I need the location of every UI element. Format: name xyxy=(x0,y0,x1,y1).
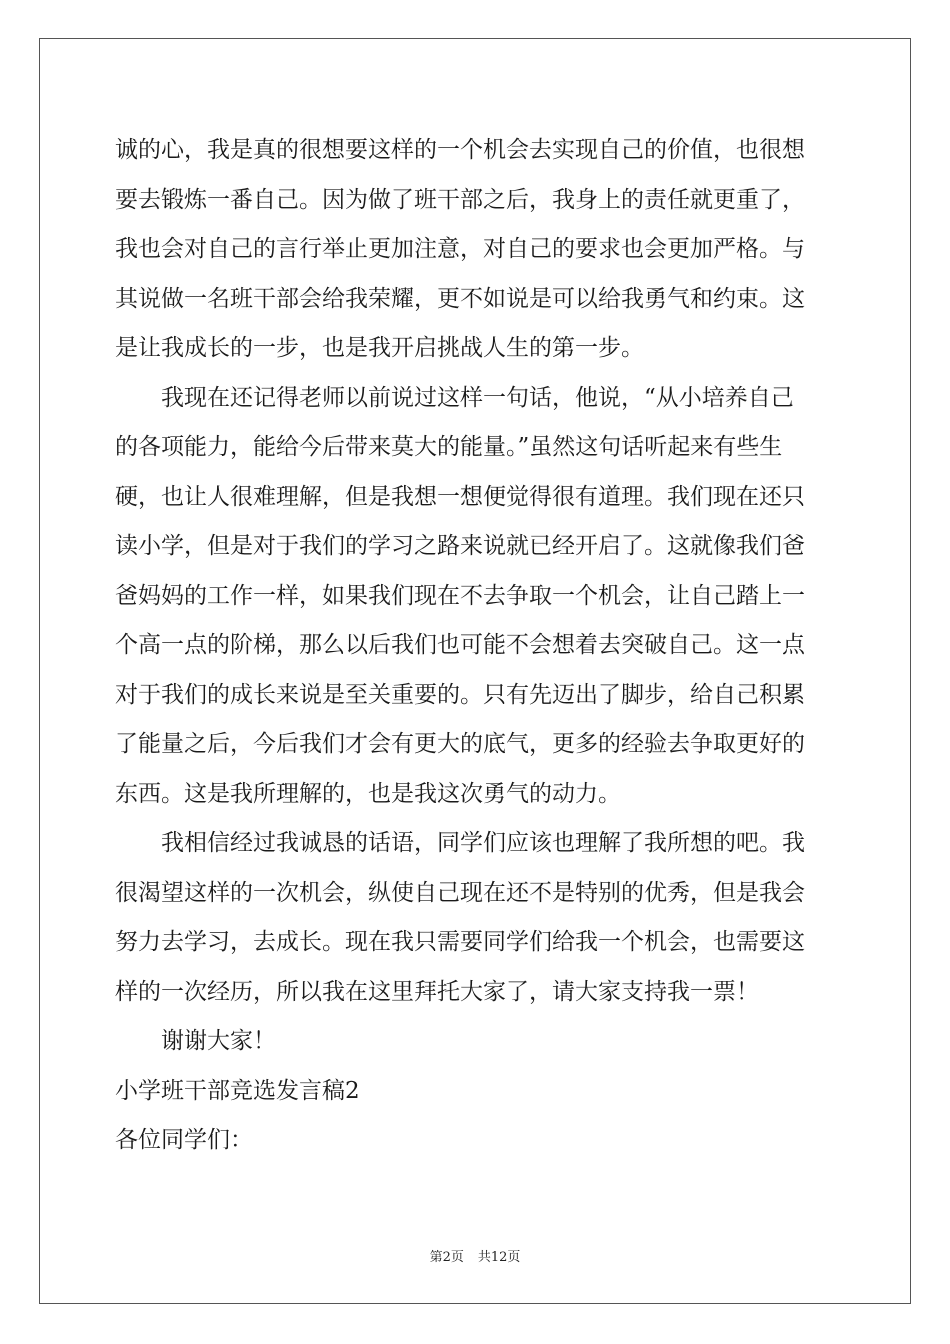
text-line: 其说做一名班干部会给我荣耀，更不如说是可以给我勇气和约束。这 xyxy=(115,285,805,312)
text-line: 很渴望这样的一次机会，纵使自己现在还不是特别的优秀，但是我会 xyxy=(115,879,805,906)
text-line: 个高一点的阶梯，那么以后我们也可能不会想着去突破自己。这一点 xyxy=(115,632,805,658)
text-line: 是让我成长的一步，也是我开启挑战人生的第一步。 xyxy=(115,335,644,361)
text-line: 东西。这是我所理解的，也是我这次勇气的动力。 xyxy=(115,780,621,807)
text-line: 爸妈妈的工作一样，如果我们现在不去争取一个机会，让自己踏上一 xyxy=(115,582,805,609)
text-line: 样的一次经历，所以我在这里拜托大家了，请大家支持我一票！ xyxy=(115,978,759,1005)
page-footer xyxy=(0,1246,950,1265)
text-line: 努力去学习，去成长。现在我只需要同学们给我一个机会，也需要这 xyxy=(115,929,805,955)
text-line: 我也会对自己的言行举止更加注意，对自己的要求也会更加严格。与 xyxy=(115,236,805,262)
page-number: 第2页 xyxy=(429,1250,464,1265)
text-line: 要去锻炼一番自己。因为做了班干部之后，我身上的责任就更重了， xyxy=(115,186,805,213)
page-total: 共12页 xyxy=(477,1250,521,1265)
text-line: 对于我们的成长来说是至关重要的。只有先迈出了脚步，给自己积累 xyxy=(115,681,805,708)
text-line: 的各项能力，能给今后带来莫大的能量。”虽然这句话听起来有些生 xyxy=(115,434,783,460)
closing-line: 谢谢大家！ xyxy=(115,1028,276,1054)
salutation: 各位同学们： xyxy=(115,1127,253,1153)
text-line: 读小学，但是对于我们的学习之路来说就已经开启了。这就像我们爸 xyxy=(115,533,805,559)
section-title: 小学班干部竞选发言稿2 xyxy=(115,1077,360,1104)
text-line: 了能量之后，今后我们才会有更大的底气，更多的经验去争取更好的 xyxy=(115,731,805,757)
text-line: 我现在还记得老师以前说过这样一句话，他说，“从小培养自己 xyxy=(115,384,794,411)
text-line: 硬，也让人很难理解，但是我想一想便觉得很有道理。我们现在还只 xyxy=(115,483,805,510)
text-line: 我相信经过我诚恳的话语，同学们应该也理解了我所想的吧。我 xyxy=(115,830,805,856)
text-line: 诚的心，我是真的很想要这样的一个机会去实现自己的价值，也很想 xyxy=(115,137,805,163)
document-body xyxy=(115,126,837,1166)
